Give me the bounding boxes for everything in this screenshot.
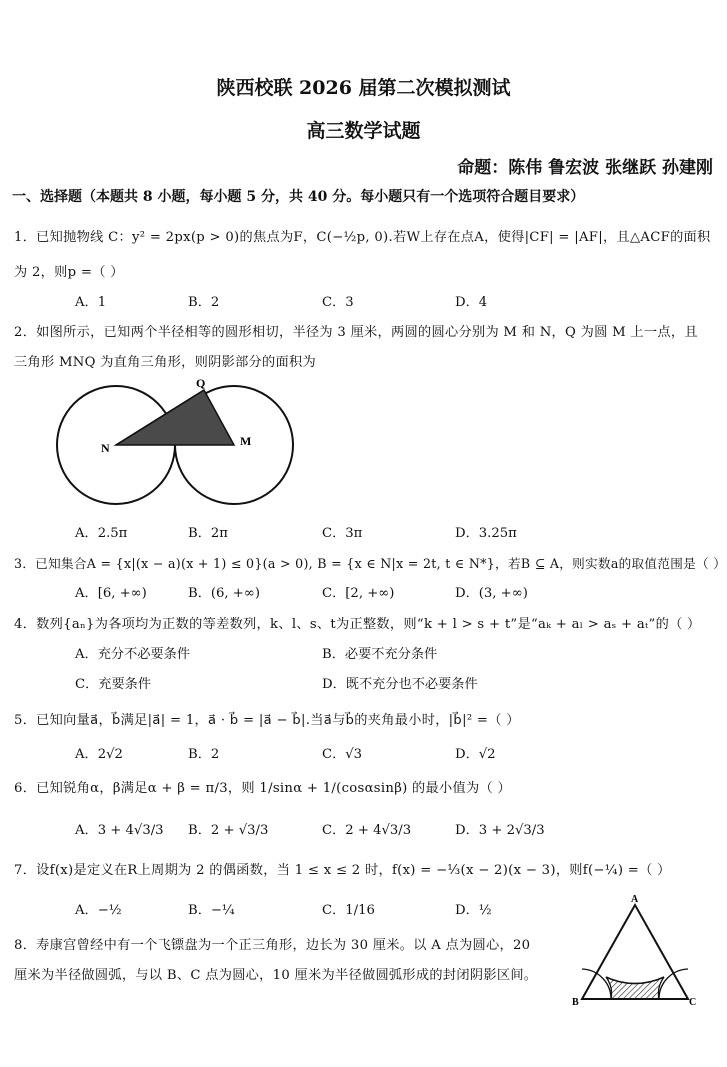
q7-option-b: B．−¼ — [188, 903, 235, 918]
q7-option-d: D．½ — [455, 903, 492, 918]
q1-line1: 1．已知抛物线 C：y² = 2px(p > 0)的焦点为F，C(−½p, 0).若W上存在点A，使得|CF| = |AF|，且△ACF的面积 — [14, 230, 711, 245]
label-c: C — [689, 997, 697, 1008]
q3-option-c: C．[2, +∞) — [322, 586, 395, 601]
q1-option-b: B．2 — [188, 295, 220, 310]
q8-line2: 厘米为半径做圆弧，与以 B、C 点为圆心，10 厘米为半径做圆弧形成的封闭阴影区间。 — [14, 968, 538, 983]
label-n: N — [101, 441, 110, 455]
section-heading: 一、选择题（本题共 8 小题，每小题 5 分，共 40 分。每小题只有一个选项符合题目要求） — [12, 189, 585, 205]
authors-line: 命题：陈伟 鲁宏波 张继跃 孙建刚 — [457, 158, 713, 178]
label-b: B — [572, 997, 579, 1008]
q2-option-a: A．2.5π — [75, 526, 128, 541]
triangle-dartboard-figure — [570, 893, 700, 1011]
q5-option-d: D．√2 — [455, 747, 496, 762]
shaded-region — [116, 390, 234, 445]
q2-option-c: C．3π — [322, 526, 363, 541]
page-subtitle: 高三数学试题 — [306, 120, 421, 142]
q4-line1: 4．数列{aₙ}为各项均为正数的等差数列，k、l、s、t为正整数，则“k + l > s + t”是“aₖ + aₗ > aₛ + aₜ”的（ ） — [14, 617, 701, 632]
q3-line1: 3．已知集合A = {x|(x − a)(x + 1) ≤ 0}(a > 0), B = {x ∈ N|x = 2t, t ∈ N*}，若B ⊆ A，则实数a的取值范围是（ ） — [14, 556, 727, 571]
arc-b — [582, 969, 611, 999]
q3-option-b: B．(6, +∞) — [188, 586, 260, 601]
label-m: M — [240, 434, 252, 448]
q2-line1: 2．如图所示，已知两个半径相等的圆形相切，半径为 3 厘米，两圆的圆心分别为 M 和 N，Q 为圆 M 上一点，且 — [14, 325, 698, 340]
q1-option-d: D．4 — [455, 295, 488, 310]
q3-option-d: D．(3, +∞) — [455, 586, 528, 601]
q4-option-a: A．充分不必要条件 — [75, 647, 191, 662]
q6-option-b: B．2 + √3/3 — [188, 823, 269, 838]
two-circles-figure — [50, 372, 310, 517]
label-a: A — [631, 894, 639, 905]
q5-option-c: C．√3 — [322, 747, 363, 762]
q2-line2: 三角形 MNQ 为直角三角形，则阴影部分的面积为 — [14, 355, 316, 370]
q6-option-c: C．2 + 4√3/3 — [322, 823, 412, 838]
q4-option-b: B．必要不充分条件 — [322, 647, 438, 662]
label-q: Q — [196, 376, 206, 390]
q5-line1: 5．已知向量a⃗，b⃗满足|a⃗| = 1，a⃗ · b⃗ = |a⃗ − b⃗|.当a⃗与b⃗的夹角最小时，|b⃗|² =（ ） — [14, 713, 520, 728]
q8-line1: 8．寿康宫曾经中有一个飞镖盘为一个正三角形，边长为 30 厘米。以 A 点为圆心，20 — [14, 938, 531, 953]
q7-option-a: A．−½ — [75, 903, 122, 918]
q4-option-d: D．既不充分也不必要条件 — [322, 677, 478, 692]
page-title: 陕西校联 2026 届第二次模拟测试 — [216, 77, 511, 99]
q2-option-d: D．3.25π — [455, 526, 517, 541]
q3-option-a: A．[6, +∞) — [75, 586, 147, 601]
q7-option-c: C．1/16 — [322, 903, 375, 918]
q6-line1: 6．已知锐角α，β满足α + β = π/3，则 1/sinα + 1/(cosαsinβ) 的最小值为（ ） — [14, 781, 511, 796]
q1-option-a: A．1 — [75, 295, 107, 310]
q5-option-a: A．2√2 — [75, 747, 123, 762]
q2-option-b: B．2π — [188, 526, 228, 541]
q7-line1: 7．设f(x)是定义在R上周期为 2 的偶函数，当 1 ≤ x ≤ 2 时，f(x) = −⅓(x − 2)(x − 3)，则f(−¼) =（ ） — [14, 863, 671, 878]
q1-line2: 为 2，则p =（ ） — [14, 265, 124, 280]
q4-option-c: C．充要条件 — [75, 677, 152, 692]
q6-option-d: D．3 + 2√3/3 — [455, 823, 545, 838]
q6-option-a: A．3 + 4√3/3 — [75, 823, 164, 838]
q5-option-b: B．2 — [188, 747, 220, 762]
q1-option-c: C．3 — [322, 295, 354, 310]
arc-c — [659, 969, 688, 999]
